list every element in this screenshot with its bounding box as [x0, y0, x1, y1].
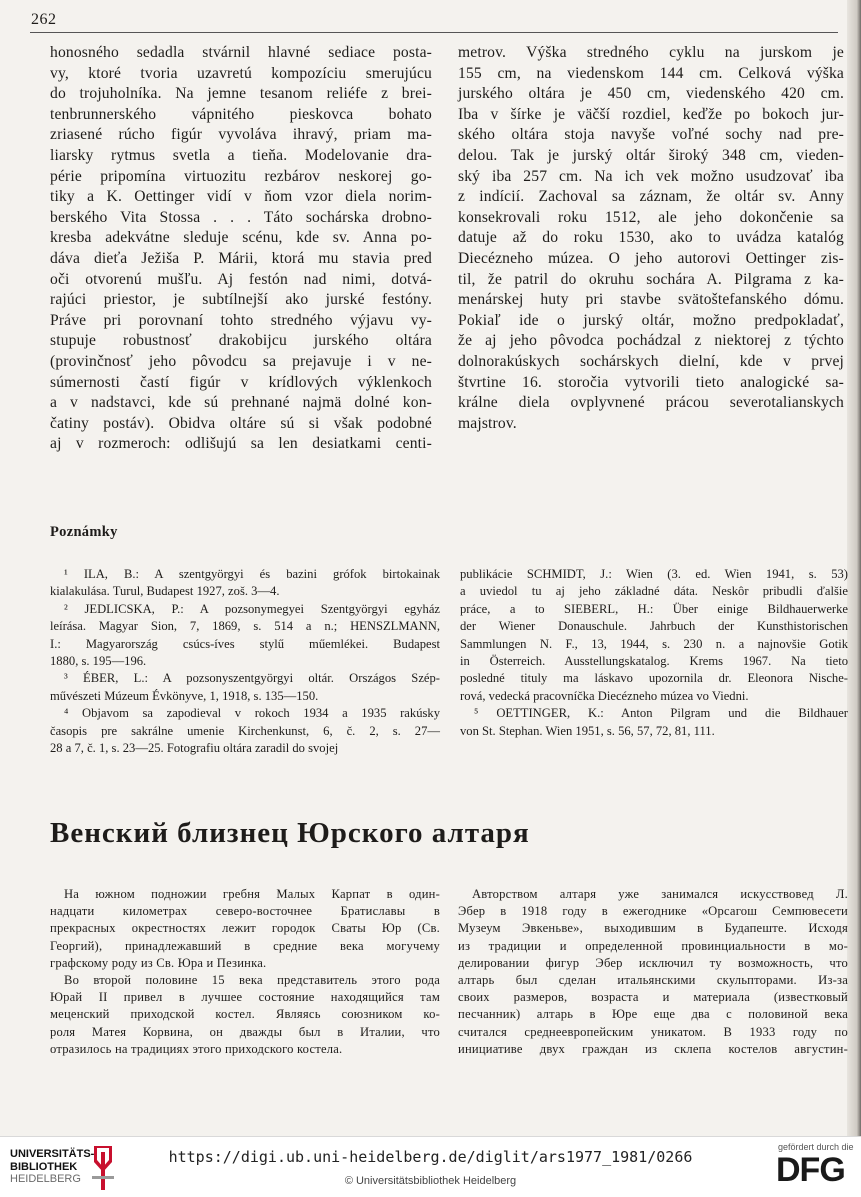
text-line: Diecézneho múzea. O jeho autorovi Oettinger zis- — [458, 249, 844, 267]
text-line: Юрай II привел в лучшее состояние находящийся там — [50, 990, 440, 1005]
text-line: konsekrovali roku 1512, ale jeho dokončenie sa — [458, 208, 844, 226]
logo-line-2: BIBLIOTHEK — [10, 1160, 78, 1173]
main-text-left-column — [50, 43, 432, 455]
text-line: práce, a to SIEBERL, H.: Über einige Bildhauerwerke — [460, 601, 848, 616]
header-rule — [30, 32, 838, 33]
text-line: berského Vita Stossa . . . Táto sochárska drobno- — [50, 208, 432, 226]
page-edge — [847, 0, 861, 1136]
text-line: tiky a K. Oettinger vidí v ňom vzor diela norim- — [50, 188, 432, 206]
text-line: a v nadstavci, kde sú prehnané najmä dolné kon- — [50, 394, 432, 412]
funding-note: gefördert durch die — [778, 1142, 854, 1152]
text-line: песчанник) алтарь в Юре еще два с половиной века — [458, 1007, 848, 1022]
text-line: művészeti Múzeum Évkönyve, 1, 1918, s. 135—150. — [50, 688, 319, 703]
text-line: honosného sedadla stvárnil hlavné sediace posta- — [50, 44, 432, 61]
text-line: von St. Stephan. Wien 1951, s. 56, 57, 72, 81, 111. — [460, 723, 715, 738]
text-line: Эбер в 1918 году в ежегоднике «Орсагош Семпювесети — [458, 904, 848, 919]
text-line: metrov. Výška stredného cyklu na jurskom je — [458, 44, 844, 61]
text-line: králne diela ovplyvnené prácou severotalianskych — [458, 394, 844, 412]
text-line: dolnorakúskych sochárskych dielní, kde v prvej — [458, 352, 844, 370]
text-line: Во второй половине 15 века представитель этого рода — [64, 973, 440, 988]
logo-line-3: HEIDELBERG — [10, 1173, 81, 1185]
dfg-logo: DFG — [776, 1151, 845, 1189]
text-line: считался среднеевропейским уникатом. В 1933 году по — [458, 1024, 848, 1039]
text-line: инициативе двух граждан из склепа костелов августин- — [458, 1041, 848, 1056]
text-line: til, že patril do okruhu sochára A. Pilgrama z ka- — [458, 270, 844, 288]
text-line: 155 cm, na viedenskom 144 cm. Celková výška — [458, 64, 844, 82]
text-line: rová, vedecká pracovníčka Diecézneho múzea vo Viedni. — [460, 688, 749, 703]
text-line: меценский приходской костел. Являясь союзником ко- — [50, 1007, 440, 1022]
text-line: rajúci priestor, je subtílnejší ako jurské festóny. — [50, 291, 432, 309]
text-line: časopis pre sakrálne umenie Kirchenkunst, 6, č. 2, s. 27— — [50, 723, 440, 738]
text-line: posledné tituly ma láskavo upozornila dr. Eleonora Nische- — [460, 671, 848, 686]
text-line: ³ ÉBER, L.: A pozsonyszentgyörgyi oltár. Országos Szép- — [64, 671, 440, 686]
text-line: publikácie SCHMIDT, J.: Wien (3. ed. Wien 1941, s. 53) — [460, 567, 848, 581]
russian-summary-right-column — [458, 886, 848, 1058]
text-line: Pokiaľ ide o jurský oltár, možno predpokladať, — [458, 311, 844, 329]
text-line: отразилось на традициях этого приходского костела. — [50, 1041, 343, 1056]
text-line: ský iba 257 cm. Na ich vek možno usudzovať iba — [458, 167, 844, 185]
text-line: роля Матея Корвина, он дважды был в Италии, что — [50, 1024, 440, 1039]
text-line: алтарь был сделан итальянскими скульпторами. Из-за — [458, 973, 848, 988]
text-line: графскому роду из Св. Юра и Пезинка. — [50, 955, 267, 970]
russian-summary-left-column — [50, 886, 440, 1058]
text-line: своих размеров, возраста и материала (известковый — [458, 990, 848, 1005]
text-line: oči otvorenú mušľu. Aj festón nad nimi, dotvá- — [50, 270, 432, 288]
text-line: leírása. Magyar Sion, 7, 1869, s. 514 a n.; HENSZLMANN, — [50, 619, 440, 634]
logo-line-1: UNIVERSITÄTS- — [10, 1148, 95, 1160]
text-line: На южном подножии гребня Малых Карпат в один- — [64, 887, 440, 901]
text-line: stupuje robustnosť drakobijcu jurského oltára — [50, 332, 432, 350]
text-line: jurského oltára je 450 cm, viedenského 420 cm. — [458, 85, 844, 103]
text-line: périe pripomína virtuozitu rezbárov neskorej go- — [50, 167, 432, 185]
permalink-url[interactable]: https://digi.ub.uni-heidelberg.de/diglit/ars1977_1981/0266 — [168, 1148, 693, 1166]
russian-summary-title: Венский близнец Юрского алтаря — [50, 817, 530, 849]
text-line: Авторством алтаря уже занимался искусствовед Л. — [472, 887, 848, 901]
text-line: der Wiener Donauschule. Jahrbuch der Kunsthistorischen — [460, 619, 848, 634]
text-line: ského oltára stoja navyše voľné sochy nad pre- — [458, 126, 844, 144]
text-line: aj v rozmeroch: odlišujú sa len desiatkami centi- — [50, 435, 432, 453]
text-line: 28 a 7, č. 1, s. 23—25. Fotografiu oltára zaradil do svojej — [50, 741, 339, 756]
notes-heading: Poznámky — [50, 524, 118, 540]
text-line: Práve pri porovnaní tohto stredného výjavu vy- — [50, 311, 432, 329]
text-line: из традиции и определенной провинциальности в мо- — [458, 938, 848, 953]
text-line: do trojuholníka. Na jemne tesanom reliéfe z brei- — [50, 85, 432, 103]
text-line: z indícií. Zachoval sa záznam, že oltár sv. Anny — [458, 188, 844, 206]
text-line: kialakulása. Turul, Budapest 1927, zoš. 3—4. — [50, 584, 280, 599]
text-line: ⁴ Objavom sa zapodieval v rokoch 1934 a 1935 rakúsky — [64, 706, 440, 721]
text-line: datuje až do roku 1530, ako to uvádza katalóg — [458, 229, 844, 247]
text-line: majstrov. — [458, 414, 517, 432]
text-line: delou. Tak je jurský oltár široký 348 cm, vieden- — [458, 146, 844, 164]
text-line: menárskej huty pri stavbe svätoštefanského dómu. — [458, 291, 844, 309]
text-line: ⁵ OETTINGER, K.: Anton Pilgram und die Bildhauer — [474, 706, 848, 721]
text-line: Iba v šírke je väčší rozdiel, keďže po bokoch jur- — [458, 105, 844, 123]
text-line: zriasené rúcho figúr vyvoláva ihravý, priam ma- — [50, 126, 432, 144]
text-line: dáva dieťa Ježiša P. Márii, ktorá mu stavia pred — [50, 249, 432, 267]
text-line: súmernosti častí figúr v krídlových výklenkoch — [50, 373, 432, 391]
text-line: štvrtine 16. storočia vytvorili tieto analogické sa- — [458, 373, 844, 391]
text-line: I.: Magyarország csúcs-íves stylű műemlékei. Budapest — [50, 636, 440, 651]
footnotes-left-column — [50, 566, 440, 757]
text-line: Sammlungen N. F., 13, 1944, s. 230 n. a najnovšie Gotik — [460, 636, 848, 651]
text-line: tenbrunnerského vápnitého pieskovca bohato — [50, 105, 432, 123]
text-line: kresba adekvátne sleduje scénu, kde sv. Anna po- — [50, 229, 432, 247]
text-line: 1880, s. 195—196. — [50, 654, 147, 669]
text-line: a uviedol tu aj jeho základné dáta. Neskôr pribudli ďalšie — [460, 584, 848, 599]
main-text-right-column — [458, 43, 844, 434]
text-line: že aj jeho pôvodca pochádzal z niektorej z týchto — [458, 332, 844, 350]
text-line: liarsky rytmus svetla a tieňa. Modelovanie dra- — [50, 146, 432, 164]
text-line: надцати километрах северо-восточнее Братиславы в — [50, 904, 440, 919]
text-line: čatiny postáv). Obidva oltáre sú si však podobné — [50, 414, 432, 432]
text-line: Георгий), принадлежавший в средние века могучему — [50, 938, 440, 953]
text-line: vy, ktoré tvoria uzavretú kompozíciu smerujúcu — [50, 64, 432, 82]
text-line: прекрасных окрестностях лежит городок Сваты Юр (Св. — [50, 921, 440, 936]
viewer-footer — [0, 1136, 861, 1197]
text-line: (provinčnosť jeho pôvodcu sa prejavuje i v ne- — [50, 352, 432, 370]
text-line: делировании фигур Эбер исключил ту возможность, что — [458, 955, 848, 970]
text-line: in Österreich. Ausstellungskatalog. Krems 1967. Na tieto — [460, 654, 848, 669]
footnotes-right-column — [460, 566, 848, 740]
text-line: ² JEDLICSKA, P.: A pozsonymegyei Szentgyörgyi egyház — [64, 601, 440, 616]
page-number: 262 — [31, 11, 57, 28]
copyright-notice: © Universitätsbibliothek Heidelberg — [344, 1175, 517, 1187]
text-line: ¹ ILA, B.: A szentgyörgyi és bazini grófok birtokainak — [64, 567, 440, 581]
text-line: Музеум Эвкеньве», выходившим в Будапеште. Исходя — [458, 921, 848, 936]
